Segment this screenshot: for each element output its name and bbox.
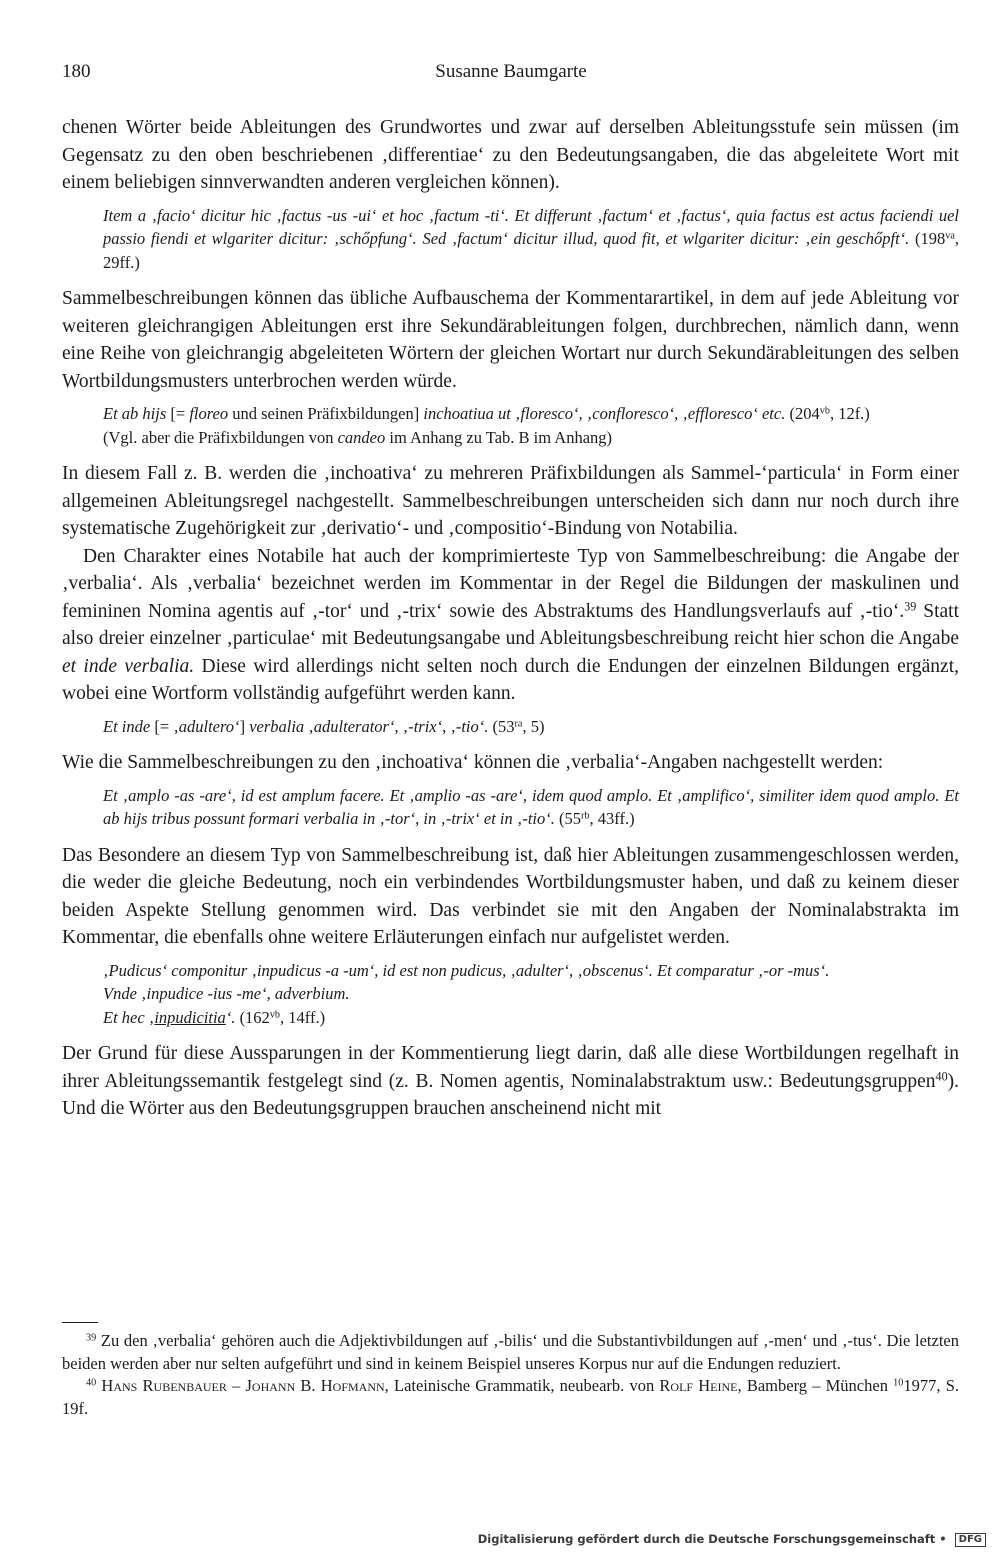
digitization-credit-text: Digitalisierung gefördert durch die Deutsche Forschungsgemeinschaft	[477, 1532, 936, 1546]
quotation-1-ref-b: , 29ff.)	[103, 229, 959, 272]
quotation-5-line-3	[103, 1006, 959, 1030]
quotation-3-rm-2: ]	[239, 716, 250, 736]
quotation-3-ref-b: , 5)	[522, 716, 545, 736]
quotation-5-underlined-word: inpudicitia	[154, 1007, 226, 1027]
paragraph-4	[62, 543, 959, 708]
footnote-39-text: Zu den ‚verbalia‘ gehören auch die Adjektivbildungen auf ‚-bilis‘ und die Substantivbildungen auf ‚-men‘ und ‚-tus‘. Die letzten beiden werden aber nur selten aufgeführt und sind in keinem Beispiel unseres Korpus nur auf die Endungen reduziert.	[62, 1331, 959, 1373]
quotation-5-line-2-text: Vnde ‚inpudice -ius -me‘, adverbium.	[103, 984, 350, 1003]
footnote-40-year: 1977, S. 19f.	[62, 1376, 959, 1418]
quotation-2-it-3: inchoatiua ut ‚floresco‘, ‚confloresco‘, ‚effloresco‘ etc.	[423, 404, 786, 423]
footnote-40-authors: Hans Rubenbauer – Johann B. Hofmann	[96, 1376, 385, 1395]
footnote-ref-39[interactable]: 39	[904, 598, 917, 613]
quotation-3-it-1: Et inde	[103, 716, 155, 736]
footnote-40-place: , Bamberg – München	[737, 1376, 894, 1395]
quotation-3-rm-1: [=	[154, 716, 174, 736]
quotation-3-it-2: ‚adultero‘	[173, 716, 240, 736]
quotation-2-ref-b: , 12f.)	[829, 404, 870, 423]
quotation-5-ref-a: (162	[235, 1007, 270, 1027]
quotation-5-line-2	[103, 982, 959, 1006]
footnote-ref-40[interactable]: 40	[935, 1068, 948, 1083]
footnote-39	[62, 1330, 959, 1375]
quotation-2-note-a: (Vgl. aber die Präfixbildungen von	[103, 427, 338, 447]
paragraph-3: In diesem Fall z. B. werden die ‚inchoativa‘ zu mehreren Präfixbildungen als Sammel-‘particula‘ in Form einer allgemeinen Ableitungsregel nachgestellt. Sammelbeschreibungen unterscheiden sich dann nur noch durch ihre systematische Zugehörigkeit zur ‚derivatio‘- und ‚compositio‘-Bindung von Notabilia.	[62, 463, 959, 539]
quotation-5-ref-sup: vb	[269, 1008, 281, 1020]
footnote-40-number: 40	[86, 1377, 97, 1389]
quotation-2-ref-sup: vb	[819, 405, 830, 417]
quotation-5-line-1-text: ‚Pudicus‘ componitur ‚inpudicus -a -um‘, id est non pudicus, ‚adulter‘, ‚obscenus‘. Et comparatur ‚-or -mus‘.	[103, 960, 830, 980]
quotation-2-note	[103, 426, 959, 450]
footnote-40-edition: 10	[893, 1377, 904, 1389]
quotation-2-line	[103, 402, 959, 426]
digitization-credit	[478, 1532, 986, 1547]
paragraph-4-part-3: Diese wird allerdings nicht selten noch durch die Endungen der einzelnen Bildungen ergänzt, wobei eine Wortform vollständig aufgeführt werden kann.	[62, 655, 959, 704]
paragraph-2: Sammelbeschreibungen können das übliche Aufbauschema der Kommentarartikel, in dem auf jede Ableitung vor weiteren gleichrangigen Ableitungen erst ihre Sekundärableitungen folgen, durchbrechen, nämlich dann, wenn eine Reihe von gleichrangig abgeleiteten Wörtern der gleichen Wortart nur durch Sekundärableitungen des selben Wortbildungsmusters unterbrochen werden würde.	[62, 288, 959, 392]
quotation-3-ref-sup: ra	[514, 717, 523, 729]
paragraph-4-part-1: Den Charakter eines Notabile hat auch der komprimierteste Typ von Sammelbeschreibung: die Angabe der ‚verbalia‘. Als ‚verbalia‘ bezeichnet werden im Kommentar in der Regel die Bildungen der maskulinen und femininen Nomina agentis auf ‚-tor‘ und ‚-trix‘ sowie des Abstraktums des Handlungsverlaufs auf ‚-tio‘.	[62, 545, 959, 622]
quotation-2-it-2: floreo	[189, 404, 229, 423]
quotation-2-rm-1: [=	[170, 404, 190, 423]
quotation-2-ref-a: (204	[785, 404, 820, 423]
quotation-3-it-3: verbalia ‚adulterator‘, ‚-trix‘, ‚-tio‘.	[249, 716, 489, 736]
paragraph-7	[62, 1040, 959, 1123]
quotation-3	[103, 715, 959, 739]
quotation-4-text: Et ‚amplo -as -are‘, id est amplum facere. Et ‚amplio -as -are‘, idem quod amplo. Et ‚amplifico‘, similiter idem quod amplo. Et ab hijs tribus possunt formari verbalia in ‚-tor‘, in ‚-trix‘ et in ‚-tio‘.	[103, 785, 959, 828]
paragraph-4-part-2: Statt also dreier einzelner ‚particulae‘ mit Bedeutungsangabe und Ableitungsbeschreibung reicht hier schon die Angabe	[62, 600, 959, 649]
quotation-5-ref-b: , 14ff.)	[280, 1007, 326, 1027]
footnote-40-title: , Lateinische Grammatik, neubearb. von	[384, 1376, 660, 1395]
quotation-5	[103, 959, 959, 1030]
quotation-2-it-1: Et ab hijs	[103, 404, 171, 423]
quotation-4-ref-sup: rb	[581, 810, 590, 822]
quotation-5-line-3-a: Et hec ‚	[103, 1007, 155, 1027]
footnote-40-editor: Rolf Heine	[659, 1376, 738, 1395]
footnote-40	[62, 1375, 959, 1420]
quotation-3-ref-a: (53	[488, 716, 515, 736]
footnote-39-number: 39	[86, 1332, 97, 1344]
digitization-credit-separator: •	[935, 1532, 951, 1546]
paragraph-6: Das Besondere an diesem Typ von Sammelbeschreibung ist, daß hier Ableitungen zusammengeschlossen werden, die weder die gleiche Bedeutung, noch ein verbindendes Wortbildungsmuster haben, und daß zu keinem dieser beiden Aspekte Stellung genommen wird. Das verbindet sie mit den Angaben der Nominalabstrakta im Kommentar, die ebenfalls ohne weitere Erläuterungen einfach nur aufgelistet werden.	[62, 844, 959, 948]
paragraph-4-italic: et inde verbalia.	[62, 655, 195, 677]
quotation-1-ref-sup: va	[945, 230, 955, 242]
quotation-2-rm-2: und seinen Präfixbildungen]	[228, 404, 424, 423]
paragraph-7-part-1: Der Grund für diese Aussparungen in der Kommentierung liegt darin, daß alle diese Wortbildungen regelhaft in ihrer Ableitungssemantik festgelegt sind (z. B. Nomen agentis, Nominalabstraktum usw.: Bedeutungsgruppen	[62, 1043, 959, 1092]
quotation-2-note-b: im Anhang zu Tab. B im Anhang)	[385, 427, 613, 447]
quotation-5-line-3-b: ‘.	[225, 1007, 236, 1027]
paragraph-1: chenen Wörter beide Ableitungen des Grundwortes und zwar auf derselben Ableitungsstufe sein müssen (im Gegensatz zu den oben beschriebenen ‚differentiae‘ zu den Bedeutungsangaben, die das abgeleitete Wort mit einem beliebigen sinnverwandten anderen vergleichen können).	[62, 117, 959, 193]
quotation-1-text: Item a ‚facio‘ dicitur hic ‚factus -us -ui‘ et hoc ‚factum -ti‘. Et differunt ‚factum‘ et ‚factus‘, quia factus est actus faciendi uel passio fiendi et wlgariter dicitur: ‚schőpfung‘. Sed ‚factum‘ dicitur illud, quod fit, et wlgariter dicitur: ‚ein geschőpft‘.	[103, 205, 959, 248]
footnotes	[62, 1330, 959, 1420]
paragraph-7-part-2: ). Und die Wörter aus den Bedeutungsgruppen brauchen anscheinend nicht mit	[62, 1070, 959, 1119]
footnote-divider	[62, 1322, 98, 1323]
quotation-2-note-italic: candeo	[337, 427, 386, 447]
dfg-logo: DFG	[955, 1533, 986, 1547]
quotation-4-ref-b: , 43ff.)	[589, 809, 635, 828]
quotation-1-ref-a: (198	[909, 229, 946, 248]
main-text	[62, 114, 959, 1123]
page-number: 180	[62, 61, 91, 82]
quotation-2	[103, 402, 959, 449]
quotation-1	[103, 204, 959, 275]
running-head-author: Susanne Baumgarte	[435, 61, 587, 82]
quotation-4	[103, 784, 959, 831]
quotation-5-line-1	[103, 959, 959, 983]
quotation-4-ref-a: (55	[554, 809, 582, 828]
paragraph-5: Wie die Sammelbeschreibungen zu den ‚inchoativa‘ können die ‚verbalia‘-Angaben nachgestellt werden:	[62, 752, 884, 773]
